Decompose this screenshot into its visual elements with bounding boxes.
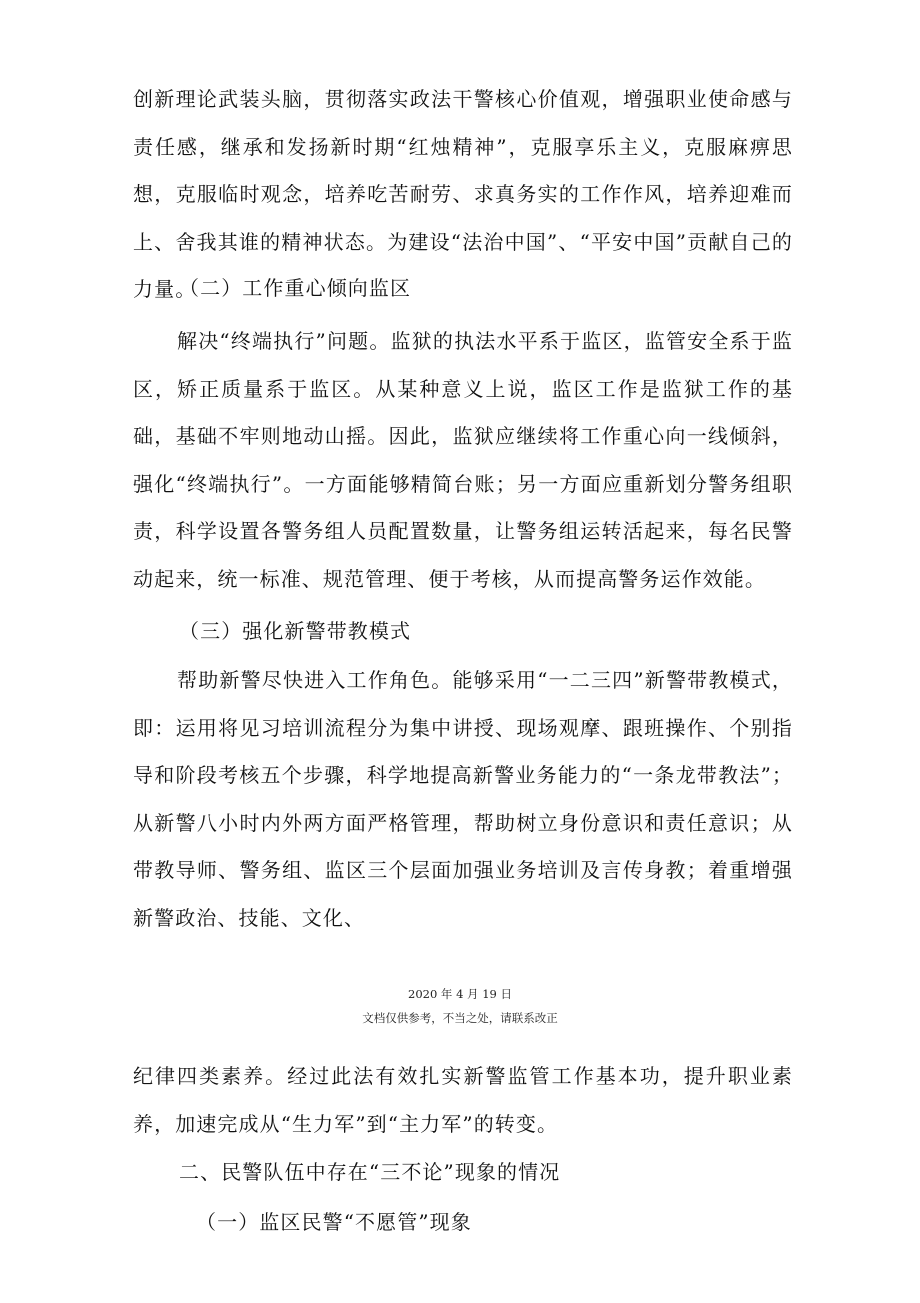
paragraph-terminal-execution: 解决“终端执行”问题。监狱的执法水平系于监区，监管安全系于监区，矫正质量系于监区。从某种意义上说，监区工作是监狱工作的基础，基础不牢则地动山摇。因此，监狱应继续将工作重心向一线倾斜，强化“终端执行”。一方面能够精简台账；另一方面应重新划分警务组职责，科学设置各警务组人员配置数量，让警务组运转活起来，每名民警动起来，统一标准、规范管理、便于考核，从而提高警务运作效能。 [133,329,793,591]
heading-new-police-mentoring: （三）强化新警带教模式 [179,619,412,643]
heading-three-nots-phenomenon: 二、民警队伍中存在“三不论”现象的情况 [179,1160,561,1184]
footer-date: 2020 年 4 月 19 日 [408,987,512,1001]
paragraph-core-values: 创新理论武装头脑，贯彻落实政法干警核心价值观，增强职业使命感与责任感，继承和发扬新时期“红烛精神”，克服享乐主义，克服麻痹思想，克服临时观念，培养吃苦耐劳、求真务实的工作作风，培养迎难而上、舍我其谁的精神状态。为建设“法治中国”、“平安中国”贡献自己的力量。 [133,87,793,301]
heading-work-focus-prison-area: （二）工作重心倾向监区 [179,276,412,300]
paragraph-four-qualities: 纪律四类素养。经过此法有效扎实新警监管工作基本功，提升职业素养，加速完成从“生力军”到“主力军”的转变。 [133,1064,793,1136]
paragraph-mentoring-model: 帮助新警尽快进入工作角色。能够采用“一二三四”新警带教模式，即：运用将见习培训流程分为集中讲授、现场观摩、跟班操作、个别指导和阶段考核五个步骤，科学地提高新警业务能力的“一条龙带教法”；从新警八小时内外两方面严格管理，帮助树立身份意识和责任意识；从带教导师、警务组、监区三个层面加强业务培训及言传身教；着重增强新警政治、技能、文化、 [133,668,793,930]
heading-unwilling-to-manage: （一）监区民警“不愿管”现象 [196,1210,472,1234]
footer-disclaimer: 文档仅供参考，不当之处，请联系改正 [362,1011,558,1025]
